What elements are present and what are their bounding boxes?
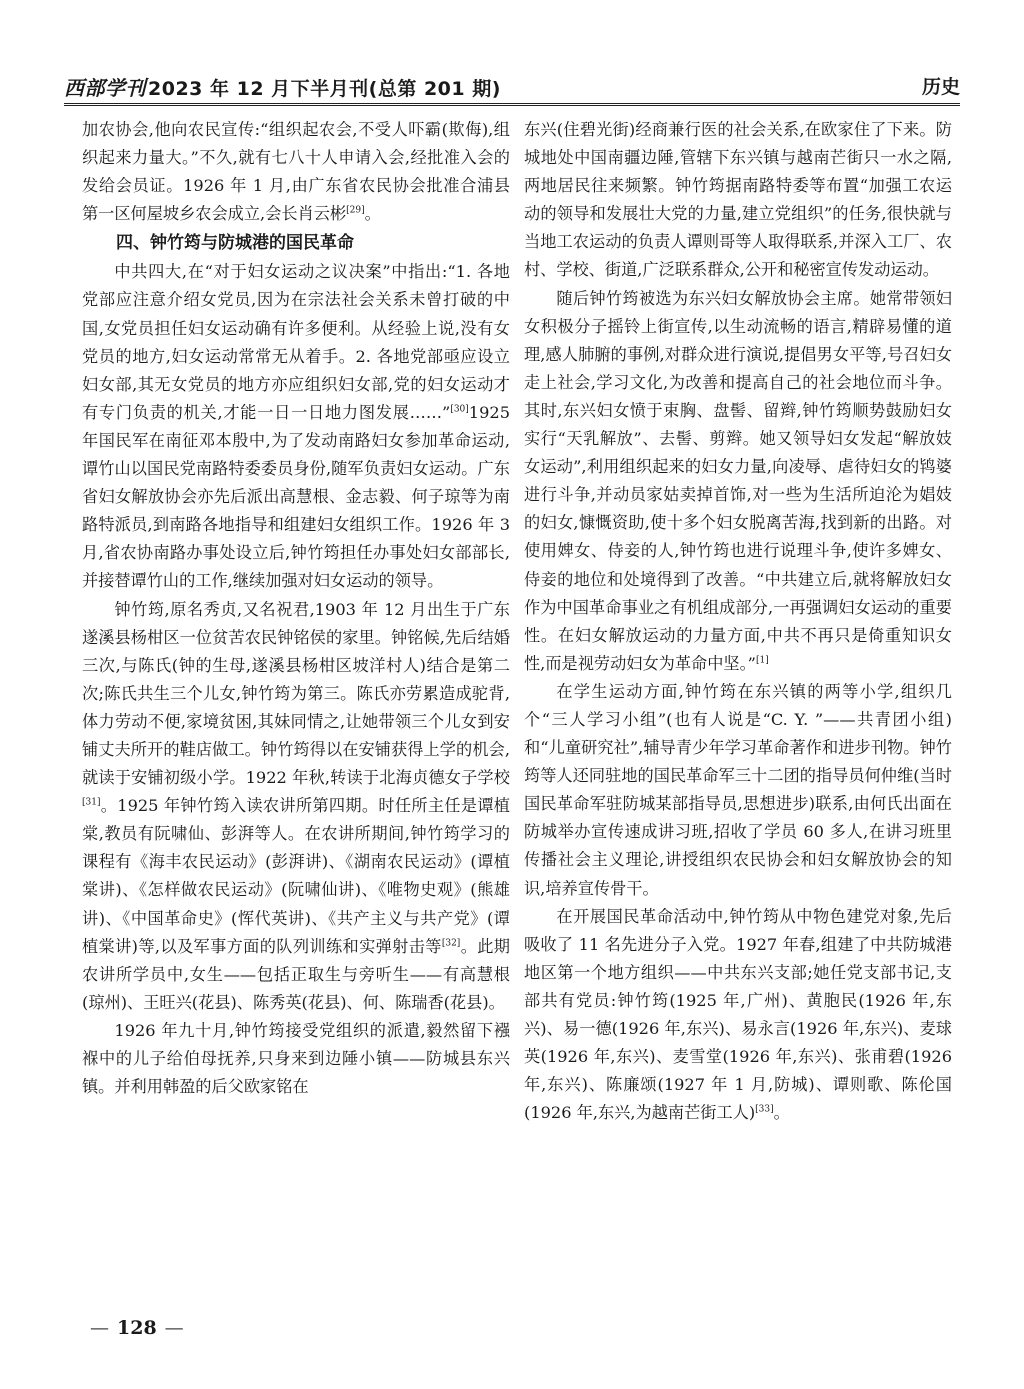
paragraph xyxy=(82,258,510,595)
right-column xyxy=(524,116,952,1127)
citation-ref: [33] xyxy=(755,1104,774,1115)
paragraph-text: 加农协会,他向农民宣传:“组织起农会,不受人吓霸(欺侮),组织起来力量大。”不久,就有七八十人申请入会,经批准入会的发给会员证。1926 年 1 月,由广东省农民协会批准合浦县第一区何屋坡乡农会成立,会长肖云彬 xyxy=(82,120,510,224)
paragraph-text: 1926 年九十月,钟竹筠接受党组织的派遣,毅然留下襁褓中的儿子给伯母抚养,只身来到边陲小镇——防城县东兴镇。并利用韩盈的后父欧家铭在 xyxy=(82,1020,510,1097)
section-heading: 四、钟竹筠与防城港的国民革命 xyxy=(116,233,354,254)
paragraph xyxy=(524,116,952,285)
paragraph xyxy=(82,596,510,1017)
paragraph-text: 。1925 年钟竹筠入读农讲所第四期。时任所主任是谭植棠,教员有阮啸仙、彭湃等人。在农讲所期间,钟竹筠学习的课程有《海丰农民运动》(彭湃讲)、《湖南农民运动》(谭植棠讲)、《怎样做农民运动》(阮啸仙讲)、《唯物史观》(熊雄讲)、《中国革命史》(恽代英讲)、《共产主义与共产党》(谭植棠讲)等,以及军事方面的队列训练和实弹射击等 xyxy=(82,796,510,956)
paragraph xyxy=(82,1017,510,1101)
paragraph xyxy=(524,903,952,1128)
paragraph xyxy=(524,678,952,903)
section-title: 历史 xyxy=(921,76,960,98)
paragraph-text: 中共四大,在“对于妇女运动之议决案”中指出:“1. 各地党部应注意介绍女党员,因为在宗法社会关系未曾打破的中国,女党员担任妇女运动确有许多便利。从经验上说,没有女党员的地方,妇女运动常常无从着手。2. 各地党部亟应设立妇女部,其无女党员的地方亦应组织妇女部,党的妇女运动才有专门负责的机关,才能一日一日地力图发展……” xyxy=(82,262,510,422)
folio-dash: — xyxy=(90,1317,109,1339)
left-column xyxy=(82,116,510,1101)
folio-dash: — xyxy=(164,1317,184,1339)
paragraph-text: 。 xyxy=(773,1103,790,1123)
header-rule xyxy=(64,103,960,106)
paragraph-text: 在开展国民革命活动中,钟竹筠从中物色建党对象,先后吸收了 11 名先进分子入党。1927 年春,组建了中共防城港地区第一个地方组织——中共东兴支部;她任党支部书记,支部共有党员:钟竹筠(1925 年,广州)、黄胞民(1926 年,东兴)、易一德(1926 年,东兴)、易永言(1926 年,东兴)、麦球英(1926 年,东兴)、麦雪堂(1926 年,东兴)、张甫碧(1926 年,东兴)、陈廉颂(1927 年 1 月,防城)、谭则歌、陈伦国(1926 年,东兴,为越南芒街工人) xyxy=(524,906,952,1123)
paragraph-text: 钟竹筠,原名秀贞,又名祝君,1903 年 12 月出生于广东遂溪县杨柑区一位贫苦农民钟铭侯的家里。钟铭候,先后结婚三次,与陈氏(钟的生母,遂溪县杨柑区坡洋村人)结合是第二次;陈氏共生三个儿女,钟竹筠为第三。陈氏亦劳累造成驼背,体力劳动不便,家境贫困,其妹同情之,让她带领三个儿女到安铺丈夫所开的鞋店做工。钟竹筠得以在安铺获得上学的机会,就读于安铺初级小学。1922 年秋,转读于北海贞德女子学校 xyxy=(82,599,510,788)
paragraph xyxy=(82,116,510,228)
citation-ref: [32] xyxy=(441,938,461,949)
journal-logo: 西部学刊 xyxy=(64,76,146,100)
citation-ref: [30] xyxy=(450,404,469,415)
citation-ref: [31] xyxy=(82,797,101,808)
paragraph-text: 东兴(住碧光街)经商兼行医的社会关系,在欧家住了下来。防城地处中国南疆边陲,管辖下东兴镇与越南芒街只一水之隔,两地居民往来频繁。钟竹筠据南路特委等布置“加强工农运动的领导和发展壮大党的力量,建立党组织”的任务,很快就与当地工农运动的负责人谭则哥等人取得联系,并深入工厂、农村、学校、街道,广泛联系群众,公开和秘密宣传发动运动。 xyxy=(524,120,952,280)
issue-info: 2023 年 12 月下半月刊(总第 201 期) xyxy=(148,78,501,100)
page-folio xyxy=(82,1317,192,1339)
paragraph-text: 随后钟竹筠被选为东兴妇女解放协会主席。她常带领妇女积极分子摇铃上街宣传,以生动流畅的语言,精辟易懂的道理,感人肺腑的事例,对群众进行演说,提倡男女平等,号召妇女走上社会,学习文化,为改善和提高自己的社会地位而斗争。其时,东兴妇女愤于束胸、盘髻、留辫,钟竹筠顺势鼓励妇女实行“天乳解放”、去髻、剪辫。她又领导妇女发起“解放妓女运动”,利用组织起来的妇女力量,向凌辱、虐待妇女的鸨婆进行斗争,并动员家姑卖掉首饰,对一些为生活所迫沦为娼妓的妇女,慷慨资助,使十多个妇女脱离苦海,找到新的出路。对使用婢女、侍妾的人,钟竹筠也进行说理斗争,使许多婢女、侍妾的地位和处境得到了改善。“中共建立后,就将解放妇女作为中国革命事业之有机组成部分,一再强调妇女运动的重要性。在妇女解放运动的力量方面,中共不再只是倚重知识女性,而是视劳动妇女为革命中坚。” xyxy=(524,288,952,673)
paragraph-text: 1925 年国民军在南征邓本殷中,为了发动南路妇女参加革命运动,谭竹山以国民党南路特委委员身份,随军负责妇女运动。广东省妇女解放协会亦先后派出高慧根、金志毅、何子琼等为南路特派员,到南路各地指导和组建妇女组织工作。1926 年 3 月,省农协南路办事处设立后,钟竹筠担任办事处妇女部部长,并接替谭竹山的工作,继续加强对妇女运动的领导。 xyxy=(82,402,510,591)
running-header xyxy=(64,66,960,100)
paragraph-text: 。 xyxy=(364,204,381,224)
citation-ref: [1] xyxy=(755,655,769,666)
citation-ref: [29] xyxy=(346,205,365,216)
header-journal xyxy=(64,72,501,101)
paragraph xyxy=(524,285,952,678)
paragraph-text: 在学生运动方面,钟竹筠在东兴镇的两等小学,组织几个“三人学习小组”(也有人说是“C. Y. ”——共青团小组)和“儿童研究社”,辅导青少年学习革命著作和进步刊物。钟竹筠等人还同驻地的国民革命军三十二团的指导员何仲维(当时国民革命军驻防城某部指导员,思想进步)联系,由何氏出面在防城举办宣传速成讲习班,招收了学员 60 多人,在讲习班里传播社会主义理论,讲授组织农民协会和妇女解放协会的知识,培养宣传骨干。 xyxy=(524,681,952,898)
page-number: 128 xyxy=(117,1317,157,1339)
paragraph-text: 。此期农讲所学员中,女生——包括正取生与旁听生——有高慧根(琼州)、王旺兴(花县)、陈秀英(花县)、何、陈瑞香(花县)。 xyxy=(82,936,510,1012)
